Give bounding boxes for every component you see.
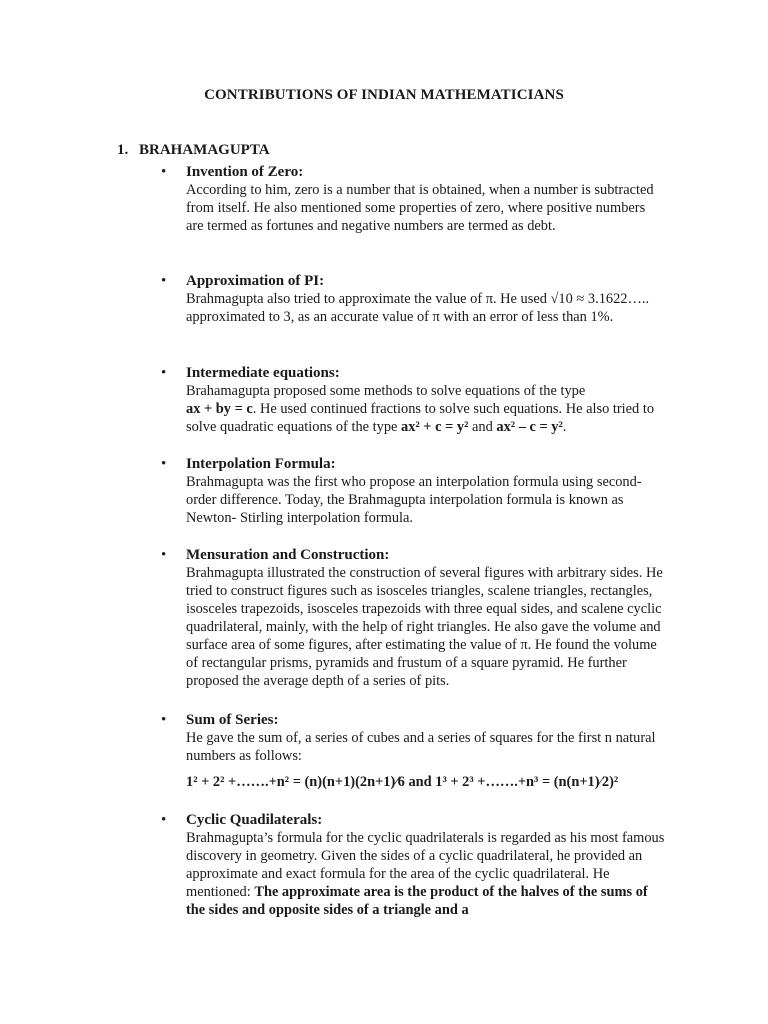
item-heading: Interpolation Formula: bbox=[186, 456, 336, 472]
item-text: Brahmagupta was the first who propose an interpolation formula using second-order difference. Today, the Brahmagupta interpolation formula is known as Newton- Stirling interpolation formula. bbox=[186, 474, 642, 526]
list-item-approximation-of-pi bbox=[161, 272, 681, 326]
item-heading: Sum of Series: bbox=[186, 712, 279, 728]
bullet-icon: • bbox=[161, 164, 167, 180]
bullet-icon: • bbox=[161, 365, 167, 381]
item-text-part: . bbox=[562, 419, 567, 435]
bullet-icon: • bbox=[161, 712, 167, 728]
item-text-part: . He used continued fractions to solve such equations. He also tried to solve quadratic equations of the type bbox=[186, 401, 655, 435]
section-heading bbox=[117, 142, 270, 159]
list-item-interpolation-formula bbox=[161, 455, 681, 527]
list-item-sum-of-series bbox=[161, 711, 681, 791]
item-text-part: Brahamagupta proposed some methods to solve equations of the type bbox=[186, 383, 586, 399]
item-heading: Cyclic Quadilaterals: bbox=[186, 812, 323, 828]
series-formula: 1² + 2² +…….+n² = (n)(n+1)(2n+1)⁄6 and 1³ + 2³ +…….+n³ = (n(n+1)⁄2)² bbox=[186, 774, 619, 790]
equation-quadratic-plus: ax² + c = y² bbox=[401, 419, 469, 435]
item-text: Brahmagupta also tried to approximate the value of π. He used √10 ≈ 3.1622….. approximated to 3, as an accurate value of π with an error of less than 1%. bbox=[186, 291, 650, 325]
item-text-part: and bbox=[468, 419, 497, 435]
bullet-icon: • bbox=[161, 456, 167, 472]
section-name: BRAHAMAGUPTA bbox=[139, 142, 270, 158]
emphasized-text: The approximate area is the product of the halves of the sums of the sides and opposite sides of a triangle and a bbox=[186, 884, 648, 918]
section-number: 1. bbox=[117, 142, 129, 158]
list-item-cyclic-quadrilaterals bbox=[161, 811, 681, 919]
bullet-icon: • bbox=[161, 812, 167, 828]
item-heading: Invention of Zero: bbox=[186, 164, 304, 180]
item-text bbox=[186, 829, 666, 919]
equation-linear: ax + by = c bbox=[186, 401, 253, 417]
list-item-mensuration-and-construction bbox=[161, 546, 681, 690]
item-heading: Intermediate equations: bbox=[186, 365, 340, 381]
equation-quadratic-minus: ax² – c = y² bbox=[496, 419, 563, 435]
page-title: CONTRIBUTIONS OF INDIAN MATHEMATICIANS bbox=[204, 87, 564, 103]
item-text-part: Brahmagupta’s formula for the cyclic quadrilaterals is regarded as his most famous discovery in geometry. Given the sides of a cyclic quadrilateral, he provided an approximate and exact formula for the area of the cyclic quadrilateral. He mentioned: bbox=[186, 830, 665, 900]
bullet-icon: • bbox=[161, 547, 167, 563]
item-heading: Mensuration and Construction: bbox=[186, 547, 390, 563]
bullet-icon: • bbox=[161, 273, 167, 289]
item-text: Brahmagupta illustrated the construction of several figures with arbitrary sides. He tried to construct figures such as isosceles triangles, scalene triangles, rectangles, isosceles trapezoids, isosceles trapezoids with three equal sides, and scalene cyclic quadrilateral, mainly, with the help of right triangles. He also gave the volume and surface area of some figures, after estimating the value of π. He found the volume of rectangular prisms, pyramids and frustum of a square pyramid. He further proposed the average depth of a series of pits. bbox=[186, 565, 663, 689]
item-text bbox=[186, 382, 666, 436]
list-item-invention-of-zero bbox=[161, 163, 681, 235]
item-heading: Approximation of PI: bbox=[186, 273, 325, 289]
item-text: He gave the sum of, a series of cubes and a series of squares for the first n natural numbers as follows: bbox=[186, 730, 656, 764]
item-text: According to him, zero is a number that is obtained, when a number is subtracted from itself. He also mentioned some properties of zero, where positive numbers are termed as fortunes and negative numbers are termed as debt. bbox=[186, 182, 654, 234]
list-item-intermediate-equations bbox=[161, 364, 681, 436]
